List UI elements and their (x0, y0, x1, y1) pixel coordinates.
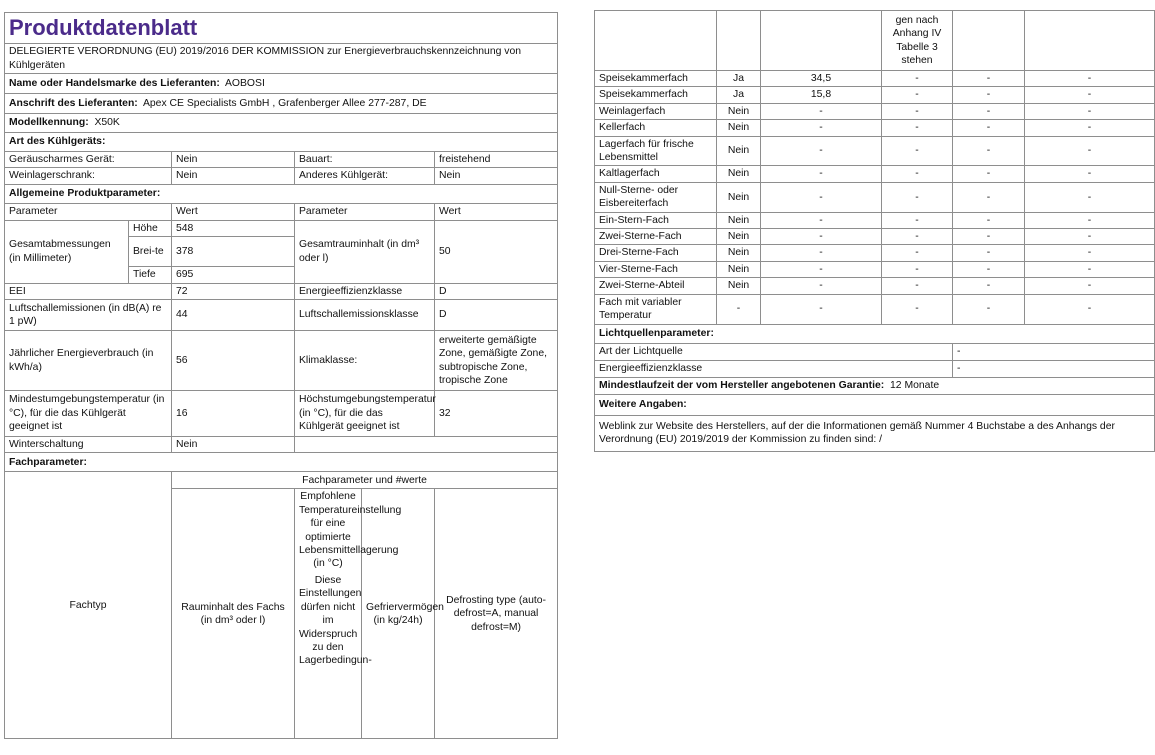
compartment-row (595, 212, 1155, 228)
compartment-volume: - (761, 182, 882, 212)
compartment-defrost: - (1025, 103, 1155, 119)
compartment-temp: - (882, 229, 953, 245)
compartment-volume: 15,8 (761, 87, 882, 103)
compartment-volume: - (761, 229, 882, 245)
compartment-defrost: - (1025, 294, 1155, 324)
compartment-name: Null-Sterne- oder Eisbereiterfach (595, 182, 717, 212)
compartment-freeze: - (953, 261, 1025, 277)
compartment-defrost: - (1025, 136, 1155, 166)
param-col-header: Parameter (5, 203, 172, 220)
compartment-name: Ein-Stern-Fach (595, 212, 717, 228)
width-value: 378 (172, 237, 295, 267)
compartment-volume: - (761, 166, 882, 182)
supplier-name-value: AOBOSI (224, 77, 265, 89)
compartment-temp: - (882, 103, 953, 119)
compartment-volume: - (761, 261, 882, 277)
compartment-present: Nein (717, 245, 761, 261)
warranty-row (595, 377, 1155, 394)
compartment-volume-header: Rauminhalt des Fachs (in dm³ oder l) (172, 489, 295, 739)
compartment-freeze: - (953, 103, 1025, 119)
compartment-freeze: - (953, 182, 1025, 212)
compartment-defrost: - (1025, 120, 1155, 136)
total-volume-label: Gesamtrauminhalt (in dm³ oder l) (295, 220, 435, 283)
appliance-type-heading: Art des Kühlgeräts: (5, 133, 558, 152)
compartment-present: Nein (717, 261, 761, 277)
noise-label: Luftschallemissionen (in dB(A) re 1 pW) (5, 300, 172, 331)
consumption-value: 56 (172, 331, 295, 391)
compartment-name: Fach mit variabler Temperatur (595, 294, 717, 324)
compartments-heading: Fachparameter: (5, 453, 558, 472)
width-label: Brei-te (129, 237, 172, 267)
compartment-present: Ja (717, 87, 761, 103)
compartment-defrost: - (1025, 229, 1155, 245)
supplier-name-row (5, 74, 558, 94)
light-class-value: - (953, 360, 1155, 377)
compartment-volume: - (761, 245, 882, 261)
recommended-temp-note-cont: gen nach Anhang IV Tabelle 3 stehen (882, 11, 953, 71)
compartment-temp: - (882, 278, 953, 294)
dimensions-label: Gesamtabmessungen (in Millimeter) (5, 220, 129, 283)
general-heading: Allgemeine Produktparameter: (5, 184, 558, 203)
light-source-heading: Lichtquellenparameter: (595, 324, 1155, 343)
compartment-row (595, 87, 1155, 103)
compartment-name: Zwei-Sterne-Fach (595, 229, 717, 245)
depth-label: Tiefe (129, 267, 172, 283)
noise-class-value: D (435, 300, 558, 331)
compartment-freeze: - (953, 294, 1025, 324)
compartment-name: Kaltlagerfach (595, 166, 717, 182)
compartment-volume: 34,5 (761, 71, 882, 87)
compartment-present: Nein (717, 136, 761, 166)
compartment-defrost: - (1025, 212, 1155, 228)
climate-class-value: erweiterte gemäßigte Zone, gemäßigte Zone, subtropische Zone, tropische Zone (435, 331, 558, 391)
compartment-name: Zwei-Sterne-Abteil (595, 278, 717, 294)
warranty-value: 12 Monate (890, 379, 940, 391)
design-label: Bauart: (295, 152, 435, 168)
low-noise-value: Nein (172, 152, 295, 168)
other-appliance-label: Anderes Kühlgerät: (295, 168, 435, 184)
winter-value: Nein (172, 437, 295, 453)
recommended-temp-note: Diese Einstellungen dürfen nicht im Widerspruch zu den Lagerbedingun- (299, 574, 372, 667)
further-info-text: Weblink zur Website des Herstellers, auf der die Informationen gemäß Nummer 4 Buchstabe a des Anhangs der Verordnung (EU) 2019/2019 der Kommission zu finden sind: / (595, 415, 1155, 451)
compartment-present: - (717, 294, 761, 324)
supplier-address-row (5, 94, 558, 114)
eei-label: EEI (5, 283, 172, 299)
light-type-value: - (953, 343, 1155, 360)
compartment-row (595, 278, 1155, 294)
compartment-freeze: - (953, 212, 1025, 228)
compartment-volume: - (761, 103, 882, 119)
energy-class-value: D (435, 283, 558, 299)
compartment-row (595, 120, 1155, 136)
compartment-present: Nein (717, 278, 761, 294)
max-temp-value: 32 (435, 391, 558, 437)
regulation-text: DELEGIERTE VERORDNUNG (EU) 2019/2016 DER KOMMISSION zur Energieverbrauchskennzeichnung von Kühlgeräten (5, 44, 558, 74)
height-label: Höhe (129, 220, 172, 236)
compartment-temp: - (882, 182, 953, 212)
compartment-name: Drei-Sterne-Fach (595, 245, 717, 261)
compartment-freeze: - (953, 278, 1025, 294)
compartment-freeze: - (953, 166, 1025, 182)
compartment-row (595, 294, 1155, 324)
further-info-heading: Weitere Angaben: (595, 394, 1155, 415)
compartment-defrost: - (1025, 245, 1155, 261)
compartment-defrost: - (1025, 87, 1155, 103)
model-row (5, 114, 558, 133)
compartment-temp: - (882, 71, 953, 87)
compartment-temp: - (882, 166, 953, 182)
compartment-present: Nein (717, 103, 761, 119)
model-value: X50K (94, 117, 120, 129)
compartment-group-header: Fachparameter und #werte (172, 472, 558, 489)
compartment-temp: - (882, 294, 953, 324)
compartment-name: Vier-Sterne-Fach (595, 261, 717, 277)
eei-value: 72 (172, 283, 295, 299)
consumption-label: Jährlicher Energieverbrauch (in kWh/a) (5, 331, 172, 391)
product-datasheet-table (4, 12, 558, 739)
min-temp-value: 16 (172, 391, 295, 437)
noise-value: 44 (172, 300, 295, 331)
height-value: 548 (172, 220, 295, 236)
compartment-freeze: - (953, 136, 1025, 166)
compartment-freeze: - (953, 71, 1025, 87)
compartment-present: Nein (717, 229, 761, 245)
defrost-type-header: Defrosting type (auto-defrost=A, manual defrost=M) (435, 489, 558, 739)
supplier-name-label: Name oder Handelsmarke des Lieferanten: (9, 77, 220, 89)
light-type-label: Art der Lichtquelle (595, 343, 953, 360)
total-volume-value: 50 (435, 220, 558, 283)
compartment-name: Speisekammerfach (595, 87, 717, 103)
compartment-defrost: - (1025, 261, 1155, 277)
compartment-temp: - (882, 212, 953, 228)
compartment-type-header: Fachtyp (5, 472, 172, 739)
compartment-row (595, 229, 1155, 245)
supplier-address-value: Apex CE Specialists GmbH , Grafenberger Allee 277-287, DE (142, 97, 427, 109)
low-noise-label: Geräuscharmes Gerät: (5, 152, 172, 168)
compartment-row (595, 71, 1155, 87)
compartment-temp: - (882, 120, 953, 136)
min-temp-label: Mindestumgebungstemperatur (in °C), für die das Kühlgerät geeignet ist (5, 391, 172, 437)
design-value: freistehend (435, 152, 558, 168)
compartment-freeze: - (953, 229, 1025, 245)
compartment-volume: - (761, 120, 882, 136)
compartment-temp: - (882, 261, 953, 277)
recommended-temp-text: Empfohlene Temperatureinstellung für eine optimierte Lebensmittellagerung (in °C) (299, 491, 402, 570)
compartment-defrost: - (1025, 166, 1155, 182)
energy-class-label: Energieeffizienzklasse (295, 283, 435, 299)
compartment-name: Lagerfach für frische Lebensmittel (595, 136, 717, 166)
compartment-present: Ja (717, 71, 761, 87)
light-class-label: Energieeffizienzklasse (595, 360, 953, 377)
compartment-row (595, 136, 1155, 166)
compartment-row (595, 103, 1155, 119)
compartment-defrost: - (1025, 71, 1155, 87)
compartment-volume: - (761, 212, 882, 228)
wine-cabinet-value: Nein (172, 168, 295, 184)
model-label: Modellkennung: (9, 117, 89, 129)
value-col-header-2: Wert (435, 203, 558, 220)
compartment-present: Nein (717, 120, 761, 136)
compartment-volume: - (761, 278, 882, 294)
compartment-volume: - (761, 294, 882, 324)
param-col-header-2: Parameter (295, 203, 435, 220)
compartment-volume: - (761, 136, 882, 166)
noise-class-label: Luftschallemissionsklasse (295, 300, 435, 331)
value-col-header: Wert (172, 203, 295, 220)
compartment-name: Kellerfach (595, 120, 717, 136)
compartment-defrost: - (1025, 182, 1155, 212)
supplier-address-label: Anschrift des Lieferanten: (9, 97, 138, 109)
compartment-row (595, 166, 1155, 182)
compartment-present: Nein (717, 182, 761, 212)
climate-class-label: Klimaklasse: (295, 331, 435, 391)
compartment-row (595, 245, 1155, 261)
compartment-temp: - (882, 87, 953, 103)
warranty-label: Mindestlaufzeit der vom Hersteller angebotenen Garantie: (599, 379, 885, 391)
max-temp-label: Höchstumgebungstemperatur (in °C), für die das Kühlgerät geeignet ist (295, 391, 435, 437)
compartment-row (595, 182, 1155, 212)
compartment-name: Speisekammerfach (595, 71, 717, 87)
compartment-freeze: - (953, 120, 1025, 136)
compartment-present: Nein (717, 212, 761, 228)
freezing-capacity-header: Gefriervermögen (in kg/24h) (362, 489, 435, 739)
winter-label: Winterschaltung (5, 437, 172, 453)
compartment-name: Weinlagerfach (595, 103, 717, 119)
compartment-defrost: - (1025, 278, 1155, 294)
wine-cabinet-label: Weinlagerschrank: (5, 168, 172, 184)
compartment-present: Nein (717, 166, 761, 182)
compartment-temp: - (882, 245, 953, 261)
depth-value: 695 (172, 267, 295, 283)
recommended-temp-header (295, 489, 402, 739)
compartment-row (595, 261, 1155, 277)
other-appliance-value: Nein (435, 168, 558, 184)
page-title: Produktdatenblatt (5, 13, 558, 44)
compartment-freeze: - (953, 245, 1025, 261)
compartment-temp: - (882, 136, 953, 166)
compartment-freeze: - (953, 87, 1025, 103)
compartment-table-continued (594, 10, 1155, 452)
